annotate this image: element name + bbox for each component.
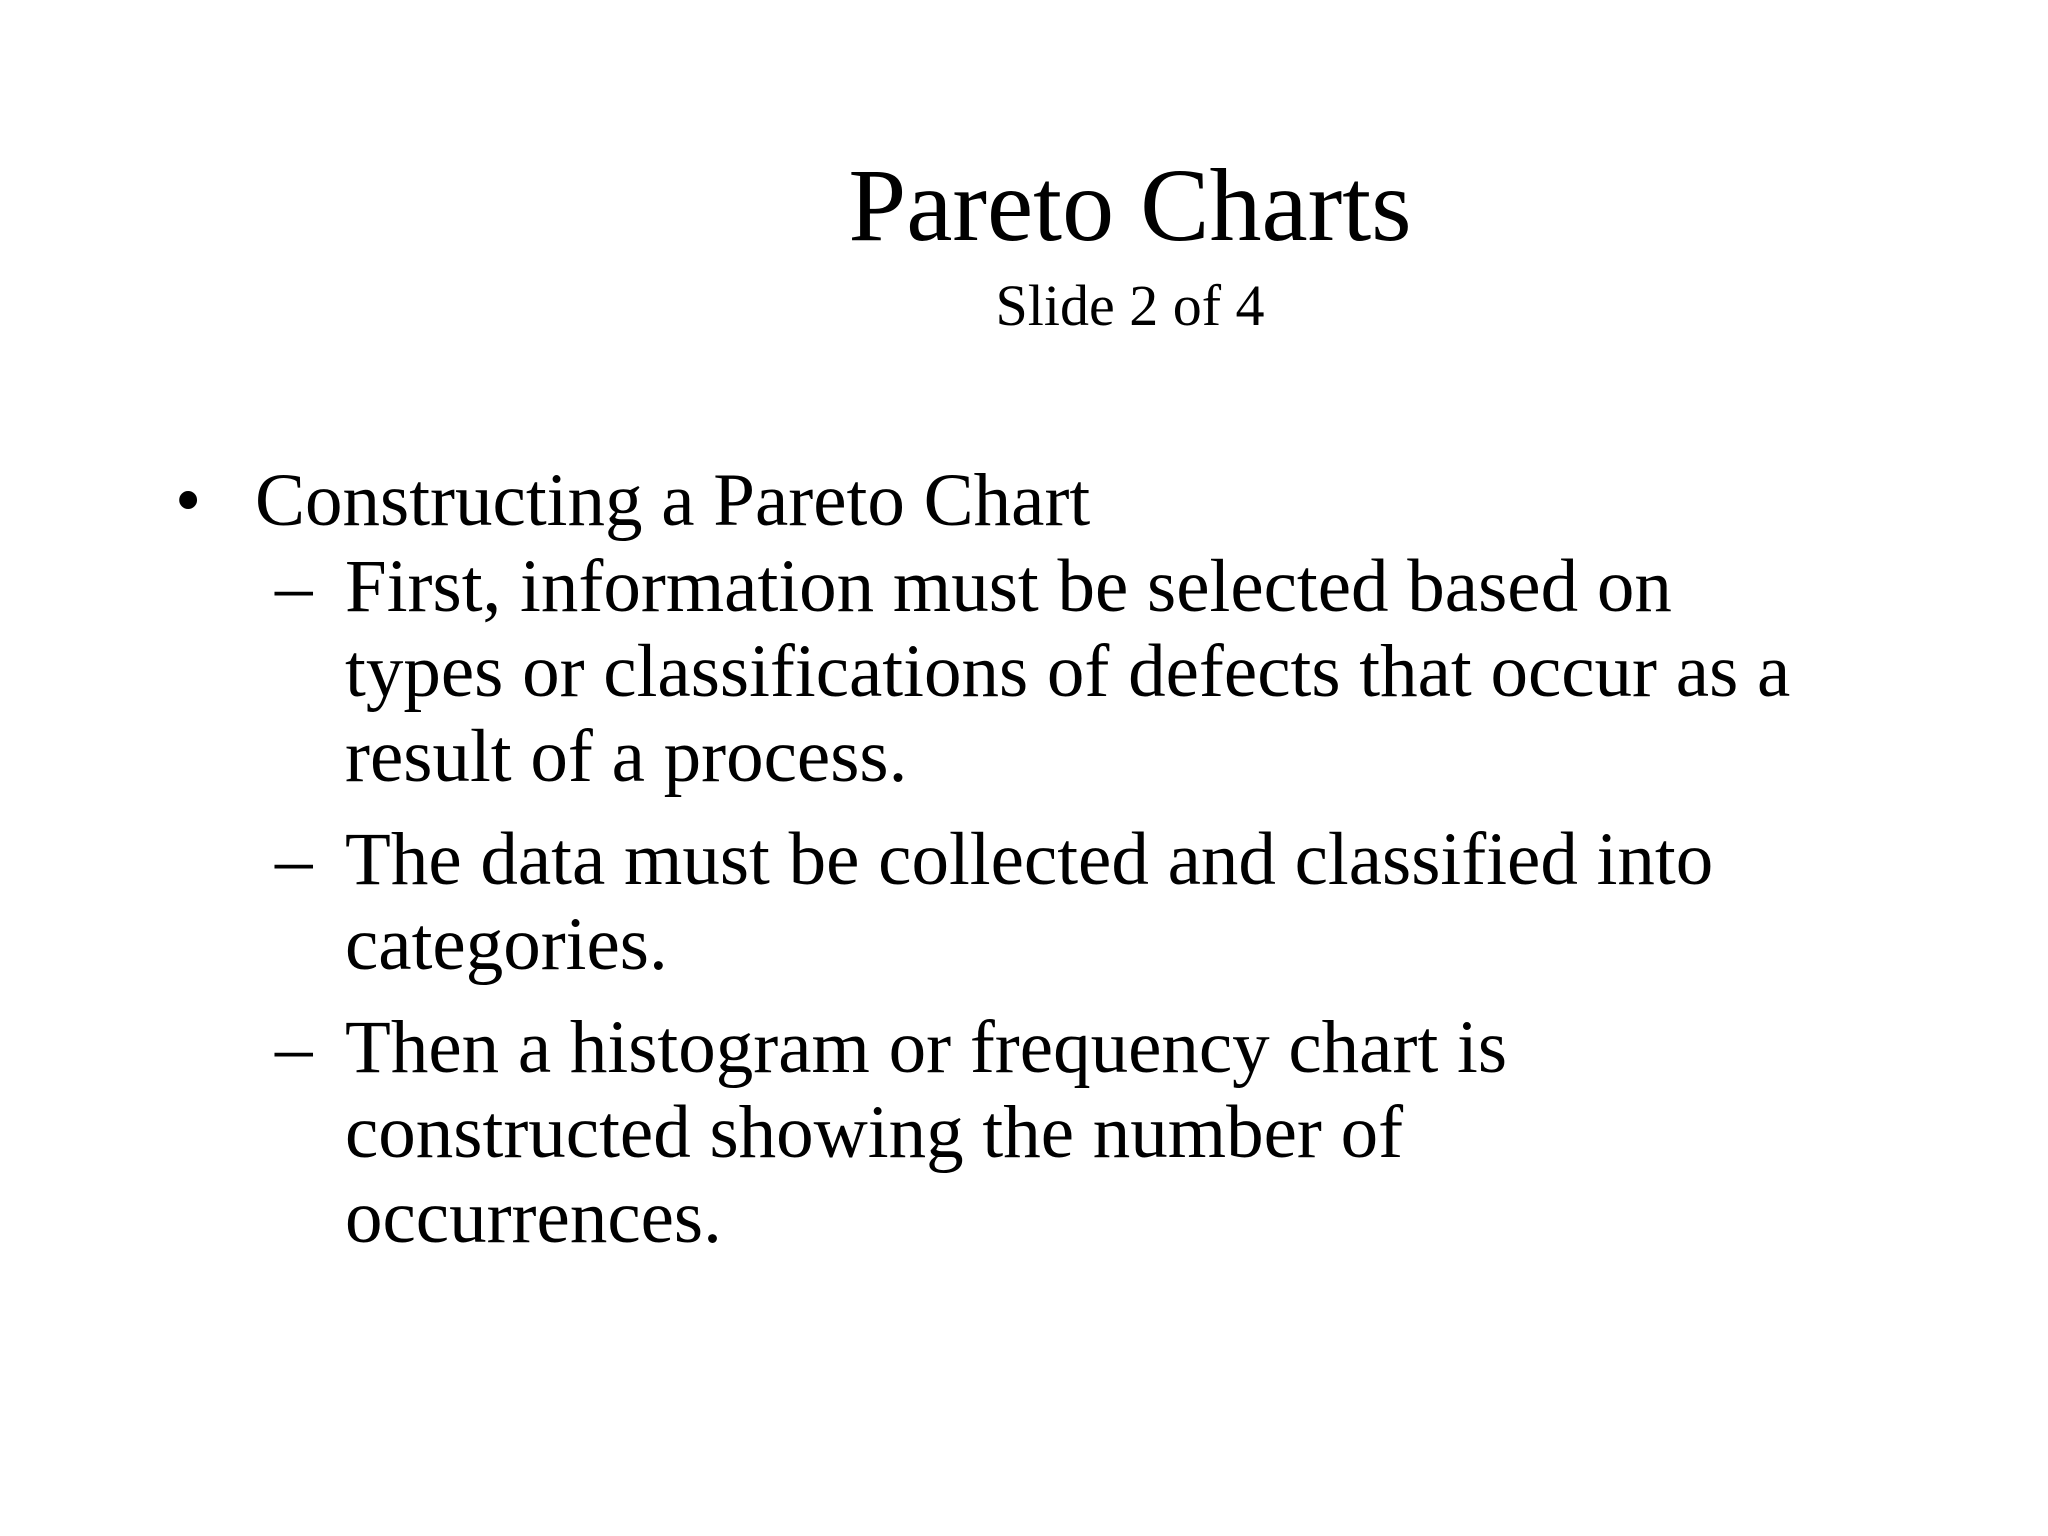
slide-title: Pareto Charts xyxy=(848,148,1412,263)
title-block xyxy=(630,150,1630,338)
slide-subtitle: Slide 2 of 4 xyxy=(995,273,1265,338)
slide-content xyxy=(175,458,1955,1260)
text-line: categories. xyxy=(345,903,668,986)
sub-bullet-marker: – xyxy=(275,1006,313,1089)
sub-bullet-text xyxy=(345,544,1955,799)
text-line: constructed showing the number of xyxy=(345,1091,1404,1174)
sub-bullet-item xyxy=(275,544,1955,799)
sub-bullet-text xyxy=(345,817,1955,987)
sub-bullet-item xyxy=(275,1005,1955,1260)
text-line: types or classifications of defects that occur as a xyxy=(345,630,1791,713)
bullet-marker: • xyxy=(175,459,202,542)
bullet-item xyxy=(175,458,1955,544)
sub-bullet-item xyxy=(275,817,1955,987)
sub-bullet-marker: – xyxy=(275,545,313,628)
sub-bullet-list xyxy=(275,544,1955,1260)
text-line: result of a process. xyxy=(345,715,908,798)
sub-bullet-marker: – xyxy=(275,818,313,901)
text-line: Then a histogram or frequency chart is xyxy=(345,1006,1508,1089)
sub-bullet-text xyxy=(345,1005,1955,1260)
text-line: occurrences. xyxy=(345,1176,722,1259)
bullet-text: Constructing a Pareto Chart xyxy=(255,459,1091,542)
text-line: The data must be collected and classified into xyxy=(345,818,1714,901)
text-line: First, information must be selected based on xyxy=(345,545,1672,628)
